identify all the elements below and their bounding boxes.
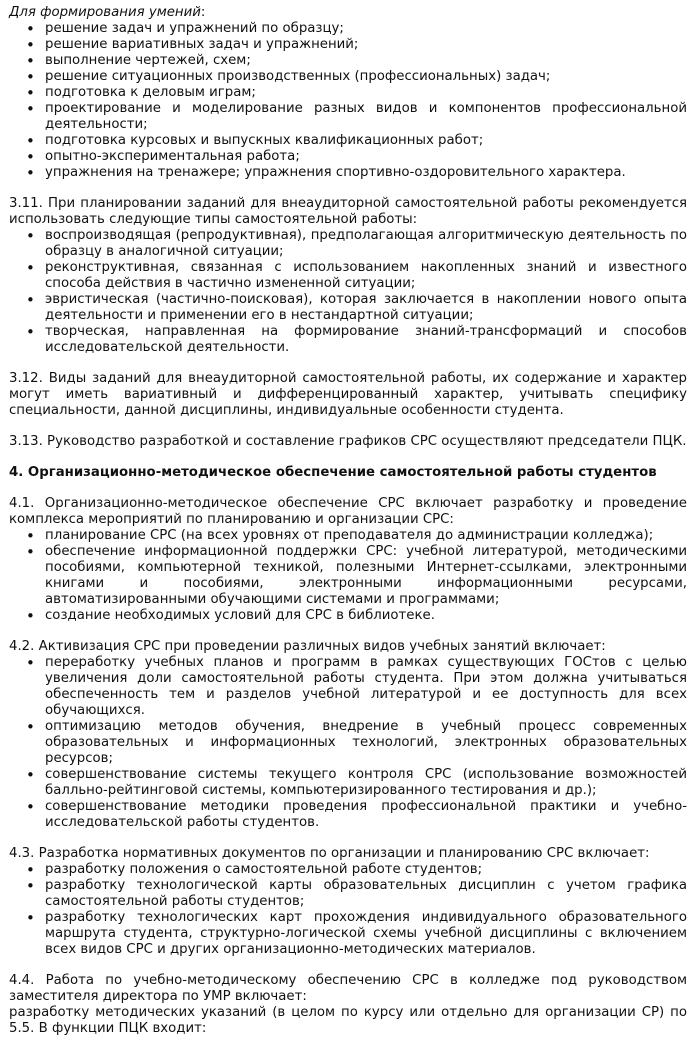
list-item: • оптимизацию методов обучения, внедрение в учебный процесс современных образовательных и информационных технологий, электронных образовательных ресурсов; (45, 719, 687, 767)
section-4-heading: 4. Организационно-методическое обеспечение самостоятельной работы студентов (9, 465, 657, 480)
list-item: • решение вариативных задач и упражнений; (45, 37, 687, 53)
list-item: • эвристическая (частично-поисковая), которая заключается в накоплении нового опыта деятельности и применении его в нестандартной ситуации; (45, 292, 687, 324)
list-item: • творческая, направленная на формирование знаний-трансформаций и способов исследовательской деятельности. (45, 324, 687, 356)
list-item: • планирование СРС (на всех уровнях от преподавателя до администрации колледжа); (45, 528, 687, 544)
paragraph-4-4: 4.4. Работа по учебно-методическому обеспечению СРС в колледже под руководством заместителя директора по УМР включает: (9, 973, 687, 1004)
list-item: • разработку положения о самостоятельной работе студентов; (45, 862, 687, 878)
list-item: • совершенствование системы текущего контроля СРС (использование возможностей балльно-рейтинговой системы, компьютеризированного тестирования и др.); (45, 767, 687, 799)
list-item: • воспроизводящая (репродуктивная), предполагающая алгоритмическую деятельность по образцу в аналогичной ситуации; (45, 228, 687, 260)
list-item: • решение ситуационных производственных (профессиональных) задач; (45, 69, 687, 85)
paragraph-3-11: 3.11. При планировании заданий для внеаудиторной самостоятельной работы рекомендуется использовать следующие типы самостоятельной работы: (9, 196, 687, 227)
list-item: • решение задач и упражнений по образцу; (45, 21, 687, 37)
work-types-list (9, 228, 687, 356)
documents-list (9, 862, 687, 958)
paragraph-3-12: 3.12. Виды заданий для внеаудиторной самостоятельной работы, их содержание и характер могут иметь вариативный и дифференцированный характер, учитывать специфику специальности, данной дисциплины, индивидуальные особенности студента. (9, 371, 687, 418)
list-item: • выполнение чертежей, схем; (45, 53, 687, 69)
list-item: • разработку технологической карты образовательных дисциплин с учетом графика самостоятельной работы студентов; (45, 878, 687, 910)
list-item: • переработку учебных планов и программ в рамках существующих ГОСтов с целью увеличения доли самостоятельной работы студента. При этом должна учитываться обеспеченность тем и разделов учебной литературой и ее доступность для всех обучающихся. (45, 655, 687, 719)
paragraph-4-1: 4.1. Организационно-методическое обеспечение СРС включает разработку и проведение комплекса мероприятий по планированию и организации СРС: (9, 496, 687, 527)
skills-list (9, 21, 687, 181)
list-item: • подготовка к деловым играм; (45, 85, 687, 101)
list-item: • совершенствование методики проведения профессиональной практики и учебно-исследовательской работы студентов. (45, 799, 687, 831)
paragraph-4-3: 4.3. Разработка нормативных документов по организации и планированию СРС включает: (9, 846, 650, 861)
list-item: • опытно-экспериментальная работа; (45, 149, 687, 165)
skills-intro (9, 5, 687, 21)
list-item: • проектирование и моделирование разных видов и компонентов профессиональной деятельности; (45, 101, 687, 133)
activation-list (9, 655, 687, 831)
list-item: • создание необходимых условий для СРС в библиотеке. (45, 608, 687, 624)
list-item: • обеспечение информационной поддержки СРС: учебной литературой, методическими пособиями, компьютерной техникой, полезными Интернет-ссылками, электронными книгами и пособиями, электронными информационными ресурсами, автоматизированными обучающими системами и программами; (45, 544, 687, 608)
list-item: • упражнения на тренажере; упражнения спортивно-оздоровительного характера. (45, 165, 687, 181)
paragraph-4-2: 4.2. Активизация СРС при проведении различных видов учебных занятий включает: (9, 639, 606, 654)
paragraph-4-4-continuation: разработку методических указаний (в целом по курсу или отдельно для организации СР) по 5.5. В функции ПЦК входит: (9, 1005, 687, 1036)
list-item: • разработку технологических карт прохождения индивидуального образовательного маршрута студента, структурно-логической схемы учебной дисциплины с включением всех видов СРС и других организационно-методических материалов. (45, 910, 687, 958)
skills-intro-colon: : (200, 5, 206, 20)
skills-intro-label: Для формирования умений (9, 5, 201, 20)
list-item: • подготовка курсовых и выпускных квалификационных работ; (45, 133, 687, 149)
paragraph-3-13: 3.13. Руководство разработкой и составление графиков СРС осуществляют председатели ПЦК. (9, 434, 687, 449)
support-list (9, 528, 687, 624)
list-item: • реконструктивная, связанная с использованием накопленных знаний и известного способа действия в частично измененной ситуации; (45, 260, 687, 292)
